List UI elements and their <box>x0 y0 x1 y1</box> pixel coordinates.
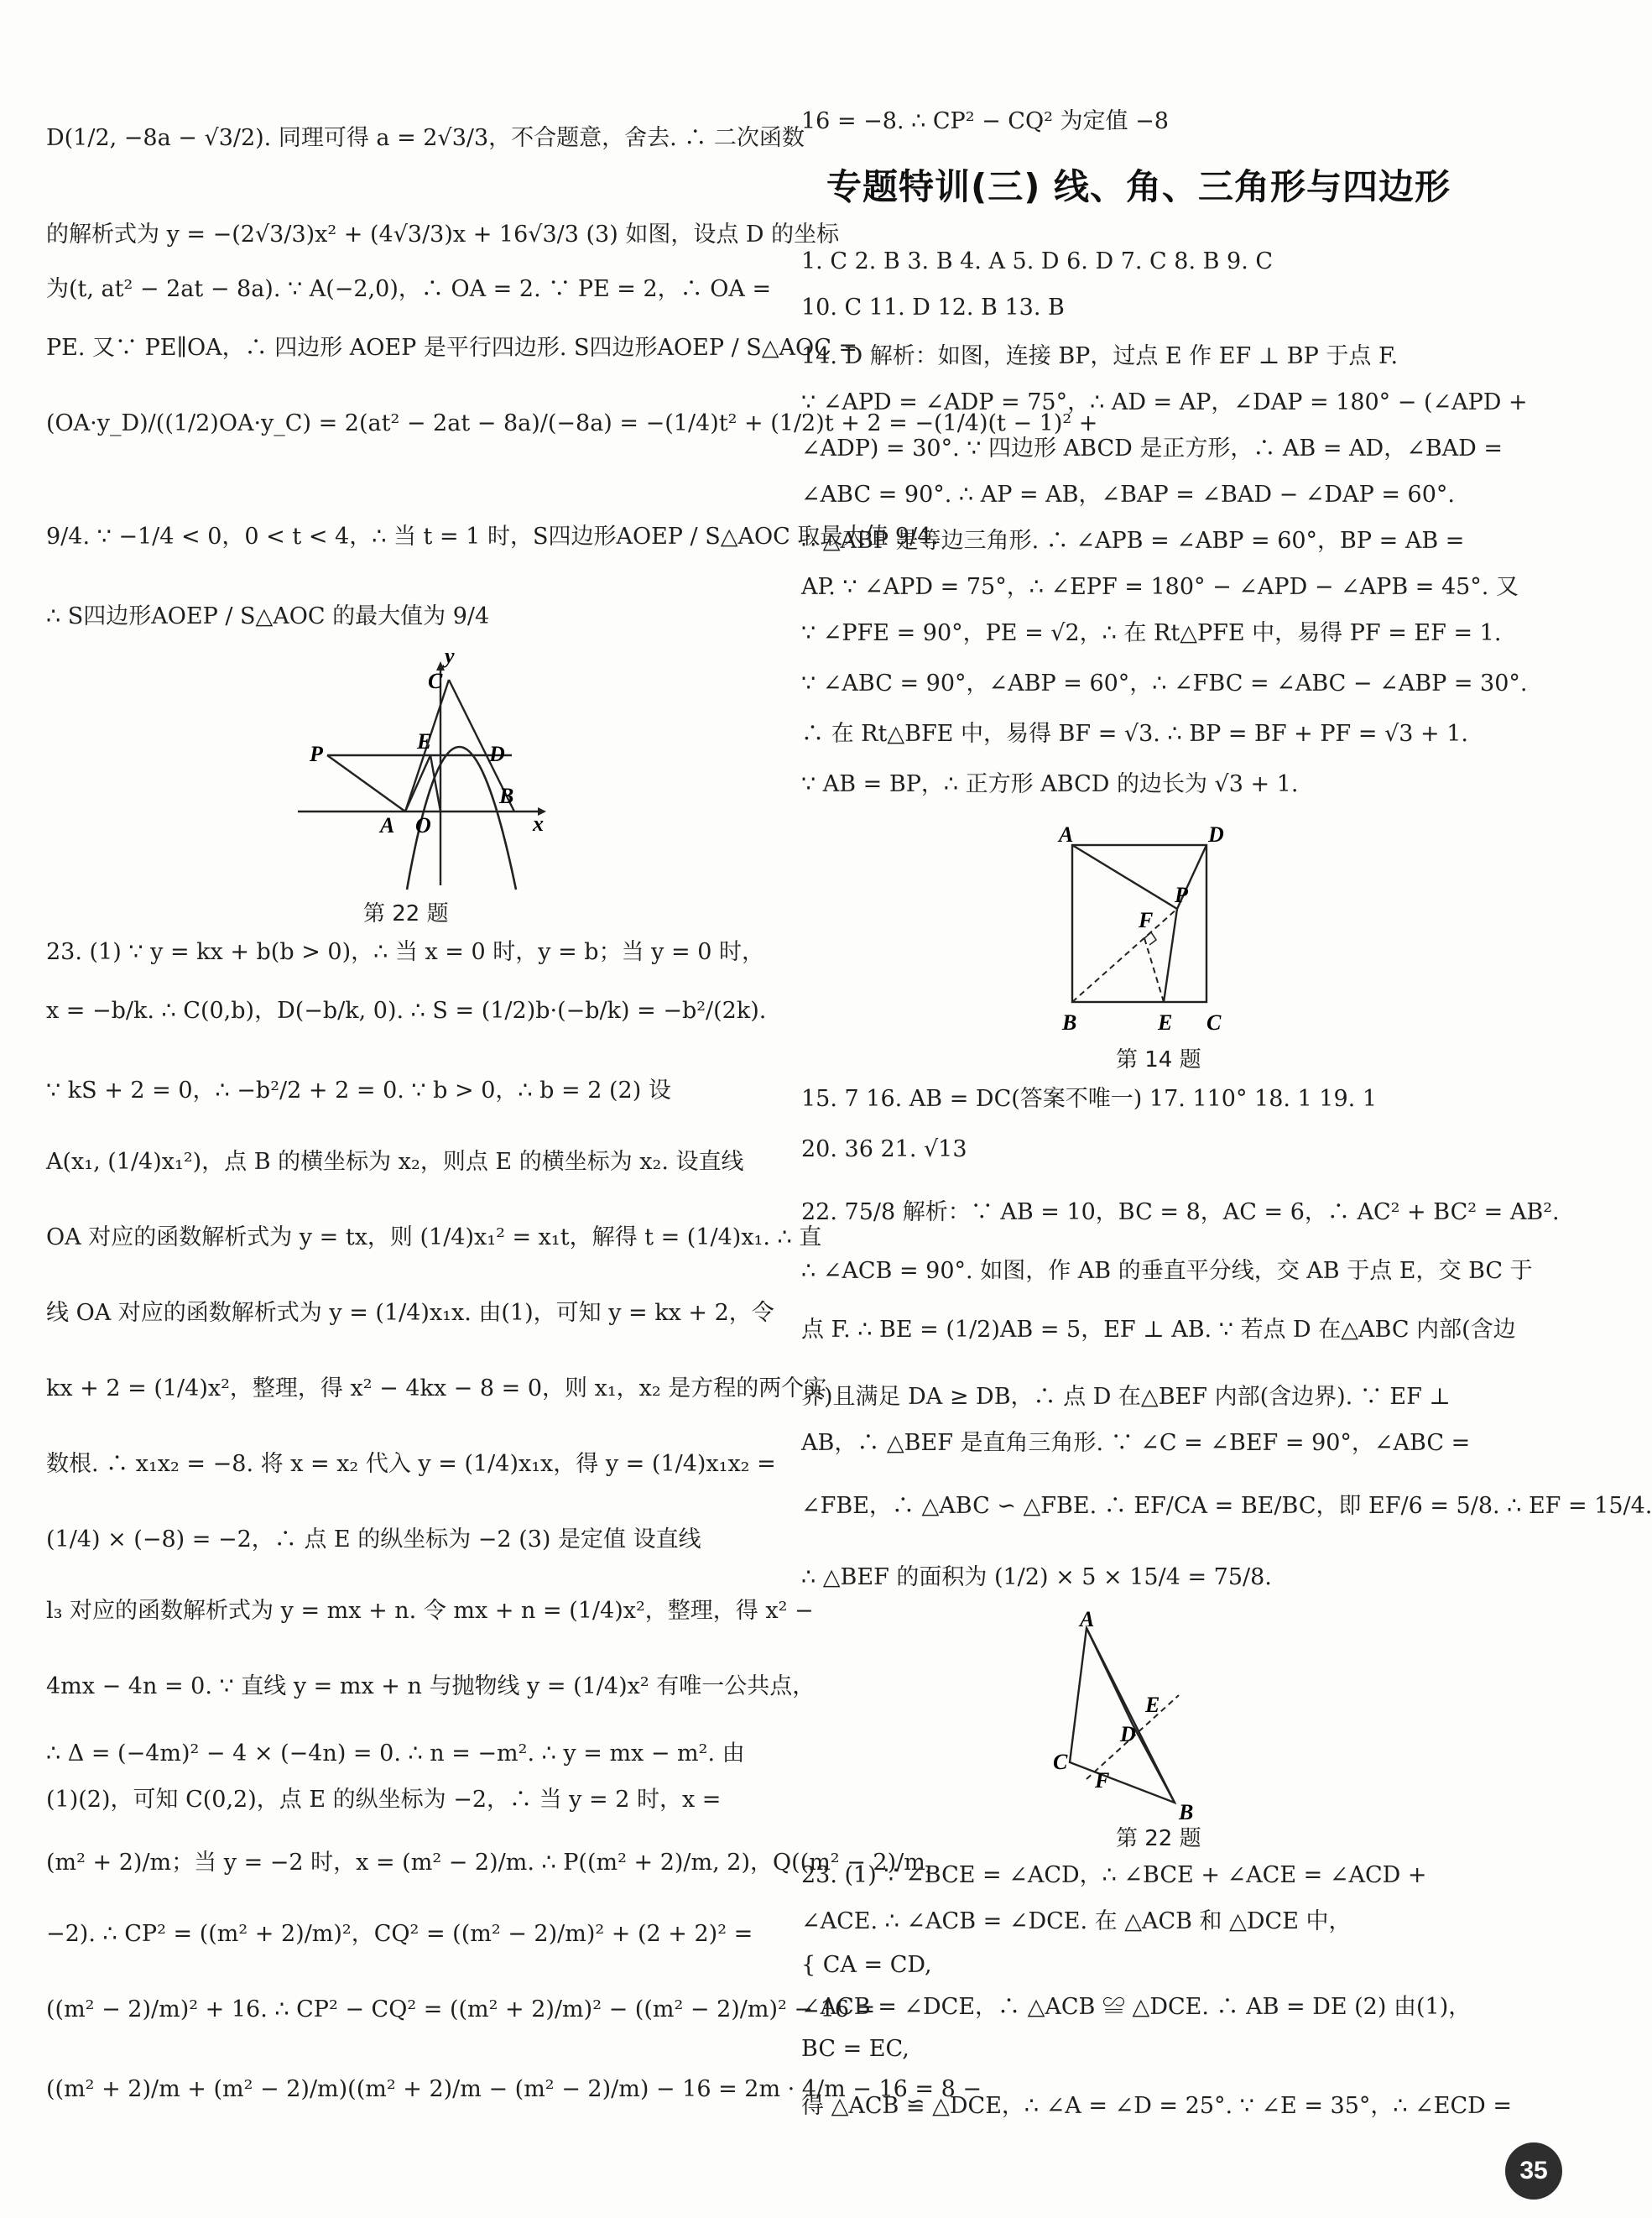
label-B: B <box>1179 1800 1194 1824</box>
label-O: O <box>415 813 431 838</box>
text-line: x = −b/k. ∴ C(0,b)，D(−b/k, 0). ∴ S = (1/2)b·(−b/k) = −b²/(2k). <box>46 998 767 1024</box>
label-P: P <box>310 742 323 766</box>
text-line: (1/4) × (−8) = −2，∴ 点 E 的纵坐标为 −2 (3) 是定值 设直线 <box>46 1527 701 1553</box>
text-line: ∴ S四边形AOEP / S△AOC 的最大值为 9/4 <box>46 603 490 629</box>
text-line: ∴ △BEF 的面积为 (1/2) × 5 × 15/4 = 75/8. <box>801 1564 1272 1590</box>
figure-caption: 第 14 题 <box>1116 1047 1201 1072</box>
label-B: B <box>499 784 514 808</box>
label-D: D <box>489 742 505 766</box>
answer-line: 10. C 11. D 12. B 13. B <box>801 295 1065 321</box>
line-PE <box>1164 909 1177 1002</box>
text-line: ∠FBE，∴ △ABC ∽ △FBE. ∴ EF/CA = BE/BC，即 EF/6 = 5/8. ∴ EF = 15/4. <box>801 1493 1652 1519</box>
figure-14-square <box>1057 814 1233 1045</box>
text-line: −2). ∴ CP² = ((m² + 2)/m)²，CQ² = ((m² − 2)/m)² + (2 + 2)² = <box>46 1921 753 1947</box>
answer-line: 1. C 2. B 3. B 4. A 5. D 6. D 7. C 8. B 9. C <box>801 248 1274 274</box>
label-A: A <box>1059 822 1074 847</box>
text-line: ∵ AB = BP，∴ 正方形 ABCD 的边长为 √3 + 1. <box>801 771 1299 797</box>
line-BP-dashed <box>1072 909 1177 1002</box>
text-line: 23. (1) ∵ y = kx + b(b > 0)，∴ 当 x = 0 时，y = b；当 y = 0 时， <box>46 939 764 965</box>
label-D: D <box>1120 1722 1136 1746</box>
text-line: 16 = −8. ∴ CP² − CQ² 为定值 −8 <box>801 108 1169 134</box>
text-line: D(1/2, −8a − √3/2). 同理可得 a = 2√3/3，不合题意，舍去. ∴ 二次函数 <box>46 125 805 151</box>
text-line: 的解析式为 y = −(2√3/3)x² + (4√3/3)x + 16√3/3 (3) 如图，设点 D 的坐标 <box>46 222 840 248</box>
label-D: D <box>1208 822 1224 847</box>
system-line: { CA = CD, <box>801 1952 932 1978</box>
text-line: 点 F. ∴ BE = (1/2)AB = 5，EF ⊥ AB. ∵ 若点 D 在△ABC 内部(含边 <box>801 1317 1516 1343</box>
text-line: 14. D 解析：如图，连接 BP，过点 E 作 EF ⊥ BP 于点 F. <box>801 343 1399 369</box>
text-line: kx + 2 = (1/4)x²，整理，得 x² − 4kx − 8 = 0，则 x₁，x₂ 是方程的两个实 <box>46 1375 827 1401</box>
text-line: ∴ ∠ACB = 90°. 如图，作 AB 的垂直平分线，交 AB 于点 E，交 BC 于 <box>801 1258 1533 1284</box>
figure-caption: 第 22 题 <box>1116 1826 1201 1851</box>
text-line: OA 对应的函数解析式为 y = tx，则 (1/4)x₁² = x₁t，解得 t = (1/4)x₁. ∴ 直 <box>46 1224 822 1250</box>
text-line: AB，∴ △BEF 是直角三角形. ∵ ∠C = ∠BEF = 90°，∠ABC = <box>801 1430 1471 1456</box>
figure-22-triangle <box>1053 1607 1238 1824</box>
text-line: ∴ Δ = (−4m)² − 4 × (−4n) = 0. ∴ n = −m². ∴ y = mx − m². 由 <box>46 1740 745 1767</box>
text-line: ∴ △ABP 是等边三角形. ∴ ∠APB = ∠ABP = 60°，BP = AB = <box>801 528 1465 554</box>
text-line: AP. ∵ ∠APD = 75°，∴ ∠EPF = 180° − ∠APD − ∠APB = 45°. 又 <box>801 574 1519 600</box>
text-line: 界)且满足 DA ≥ DB，∴ 点 D 在△BEF 内部(含边界). ∵ EF ⊥ <box>801 1384 1451 1410</box>
label-P: P <box>1175 883 1188 907</box>
line-DB <box>1133 1725 1175 1803</box>
page-number: 35 <box>1505 2142 1562 2200</box>
label-C: C <box>1206 1010 1222 1035</box>
text-line: (m² + 2)/m；当 y = −2 时，x = (m² − 2)/m. ∴ P((m² + 2)/m, 2)，Q((m² − 2)/m, <box>46 1850 933 1876</box>
text-line: ∵ ∠ABC = 90°，∠ABP = 60°，∴ ∠FBC = ∠ABC − ∠ABP = 30°. <box>801 671 1528 697</box>
text-line: ∵ ∠APD = ∠ADP = 75°，∴ AD = AP，∠DAP = 180° − (∠APD + <box>801 389 1528 415</box>
text-line: 4mx − 4n = 0. ∵ 直线 y = mx + n 与抛物线 y = (1/4)x² 有唯一公共点， <box>46 1673 816 1699</box>
text-line: 23. (1) ∵ ∠BCE = ∠ACD，∴ ∠BCE + ∠ACE = ∠ACD + <box>801 1862 1427 1888</box>
text-line: ∠ABC = 90°. ∴ AP = AB，∠BAP = ∠BAD − ∠DAP = 60°. <box>801 482 1455 508</box>
line-AP <box>1072 845 1177 909</box>
text-line: A(x₁, (1/4)x₁²)，点 B 的横坐标为 x₂，则点 E 的横坐标为 x₂. 设直线 <box>46 1149 744 1175</box>
text-line: (1)(2)，可知 C(0,2)，点 E 的纵坐标为 −2，∴ 当 y = 2 时，x = <box>46 1787 722 1813</box>
label-x: x <box>533 812 544 836</box>
text-line: l₃ 对应的函数解析式为 y = mx + n. 令 mx + n = (1/4)x²，整理，得 x² − <box>46 1598 814 1624</box>
system-line: ∠ACB = ∠DCE，∴ △ACB ≌ △DCE. ∴ AB = DE (2) 由(1)， <box>801 1994 1472 2020</box>
figure-caption: 第 22 题 <box>363 901 449 926</box>
system-line: BC = EC, <box>801 2036 909 2062</box>
text-line: ((m² + 2)/m + (m² − 2)/m)((m² + 2)/m − (m² − 2)/m) − 16 = 2m · 4/m − 16 = 8 − <box>46 2076 982 2102</box>
label-C: C <box>1053 1750 1068 1774</box>
text-line: ((m² − 2)/m)² + 16. ∴ CP² − CQ² = ((m² + 2)/m)² − ((m² − 2)/m)² − 16 = <box>46 1996 876 2022</box>
answer-line: 15. 7 16. AB = DC(答案不唯一) 17. 110° 18. 1 19. 1 <box>801 1086 1378 1112</box>
section-title: 专题特训(三) 线、角、三角形与四边形 <box>826 166 1451 207</box>
text-line: 9/4. ∵ −1/4 < 0，0 < t < 4，∴ 当 t = 1 时，S四边形AOEP / S△AOC 取最大值 9/4. <box>46 524 939 550</box>
text-line: (OA·y_D)/((1/2)OA·y_C) = 2(at² − 2at − 8a)/(−8a) = −(1/4)t² + (1/2)t + 2 = −(1/4)(t − 1)² + <box>46 410 1098 436</box>
text-line: 数根. ∴ x₁x₂ = −8. 将 x = x₂ 代入 y = (1/4)x₁x，得 y = (1/4)x₁x₂ = <box>46 1451 776 1477</box>
text-line: ∵ ∠PFE = 90°，PE = √2，∴ 在 Rt△PFE 中，易得 PF = EF = 1. <box>801 620 1502 646</box>
text-line: 22. 75/8 解析：∵ AB = 10，BC = 8，AC = 6，∴ AC² + BC² = AB². <box>801 1199 1560 1225</box>
text-line: PE. 又∵ PE∥OA，∴ 四边形 AOEP 是平行四边形. S四边形AOEP / S△AOC = <box>46 335 858 361</box>
label-F: F <box>1095 1768 1110 1793</box>
label-A: A <box>1080 1607 1095 1631</box>
text-line: 线 OA 对应的函数解析式为 y = (1/4)x₁x. 由(1)，可知 y = kx + 2，令 <box>46 1300 774 1326</box>
text-line: ∴ 在 Rt△BFE 中，易得 BF = √3. ∴ BP = BF + PF = √3 + 1. <box>801 721 1469 747</box>
figure-22-parabola <box>289 646 566 898</box>
label-F: F <box>1139 908 1154 932</box>
label-C: C <box>428 669 443 693</box>
line-AD <box>1087 1628 1133 1725</box>
label-E: E <box>1158 1010 1173 1035</box>
label-A: A <box>380 813 395 838</box>
text-line: 为(t, at² − 2at − 8a). ∵ A(−2,0)，∴ OA = 2. ∵ PE = 2，∴ OA = <box>46 276 772 302</box>
line-EF-dashed <box>1144 938 1164 1002</box>
answer-line: 20. 36 21. √13 <box>801 1136 967 1162</box>
label-E: E <box>1145 1693 1160 1717</box>
label-B: B <box>1062 1010 1077 1035</box>
text-line: ∠ACE. ∴ ∠ACB = ∠DCE. 在 △ACB 和 △DCE 中， <box>801 1908 1352 1934</box>
text-line: ∵ kS + 2 = 0，∴ −b²/2 + 2 = 0. ∵ b > 0，∴ b = 2 (2) 设 <box>46 1078 671 1104</box>
text-line: ∠ADP) = 30°. ∵ 四边形 ABCD 是正方形，∴ AB = AD，∠BAD = <box>801 436 1503 462</box>
text-line: 得 △ACB ≌ △DCE，∴ ∠A = ∠D = 25°. ∵ ∠E = 35°，∴ ∠ECD = <box>801 2093 1513 2119</box>
label-y: y <box>445 644 455 668</box>
line-PA <box>327 755 405 812</box>
label-E: E <box>417 729 432 754</box>
